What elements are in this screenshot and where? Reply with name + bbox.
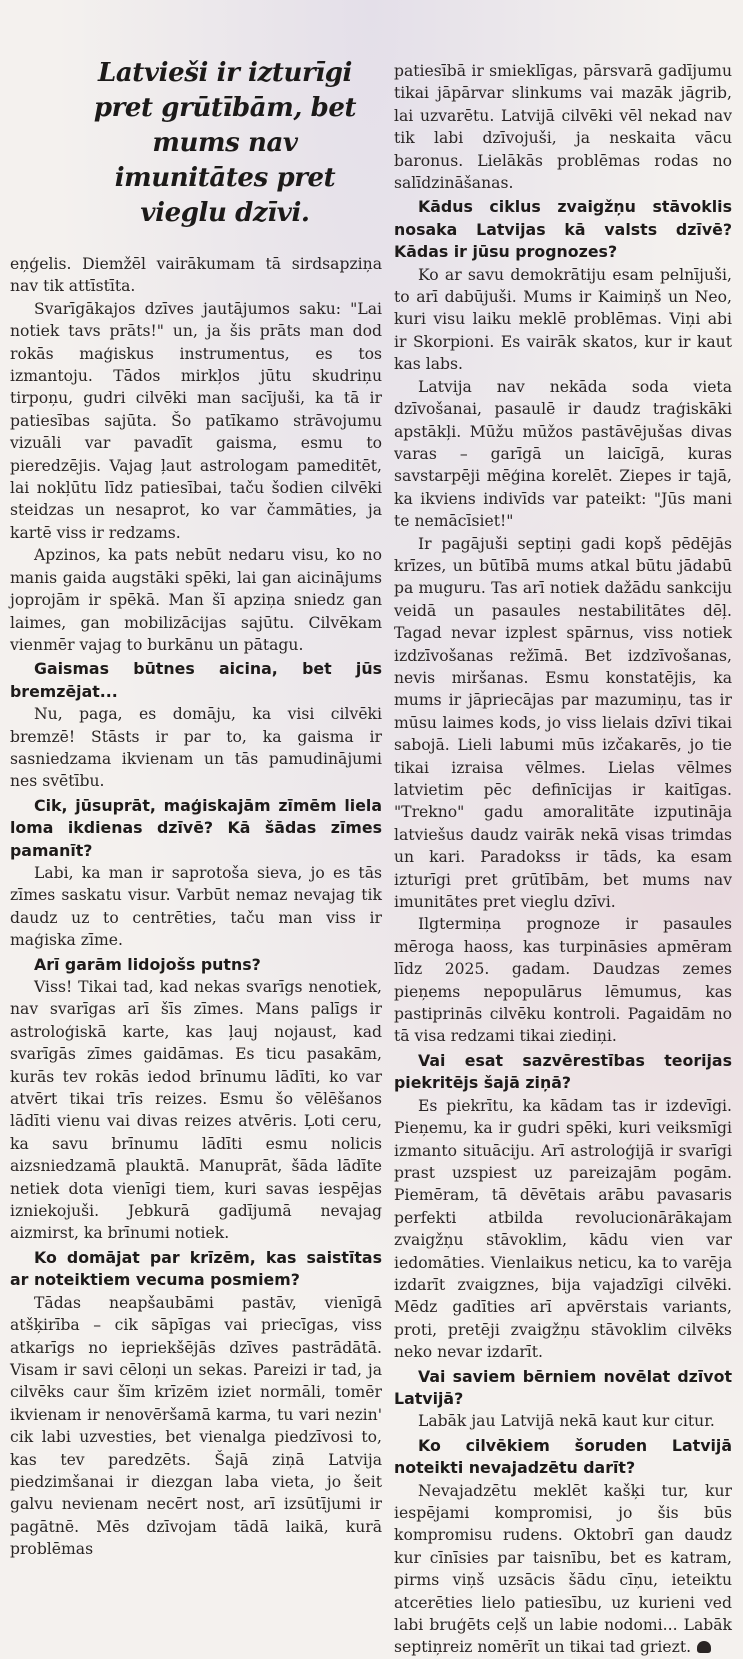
paragraph (394, 60, 732, 194)
question-text: Cik, jūsuprāt, maģiskajām zīmēm liela loma ikdienas dzīvē? Kā šādas zīmes pamanīt? (10, 795, 382, 860)
paragraph (394, 1095, 732, 1364)
right-column (394, 0, 732, 1659)
paragraph (10, 976, 382, 1245)
paragraph-text: Nevajadzētu meklēt kašķi tur, kur iespējami kompromisi, jo šis būs kompromisu rudens. Oktobrī gan daudz kur cīnīsies par taisnību, bet es katram, pirms viņš uzsācis šādu cīņu, ieteiktu atcerēties lielo patiesību, uz kurieni ved labi bruģēts ceļš un labie nodomi... Labāk septiņreiz nomērīt un tikai tad griezt. (394, 1481, 732, 1657)
paragraph-text: Ilgtermiņa prognoze ir pasaules mēroga haoss, kas turpināsies apmēram līdz 2025. gadam. Daudzas zemes pieņems nepopulārus lēmumus, kas pastiprinās cilvēku kontroli. Pagaidām no tā visa redzami tikai ziediņi. (394, 915, 732, 1046)
paragraph (394, 533, 732, 914)
paragraph-text: Nu, paga, es domāju, ka visi cilvēki bremzē! Stāsts ir par to, ka gaisma ir sasniedzama ikvienam un tās pamudinājumi nes svētību. (10, 705, 382, 791)
question-text: Arī garām lidojošs putns? (34, 954, 261, 974)
interview-question (10, 1247, 382, 1292)
paragraph-text: Tādas neapšaubāmi pastāv, vienīgā atšķirība – cik sāpīgas vai priecīgas, viss atkarīgs no iepriekšējās dzīves pastrādātā. Visam ir savi cēloņi un sekas. Pareizi ir tad, ja cilvēks caur šīm krīzēm iziet normāli, tomēr ikvienam ir nenovēršamā karma, tu vari nezin' cik labi uzvesties, bet vienalga piedzīvosi to, kas tev paredzēts. Šajā ziņā Latvija piedzimšanai ir diezgan laba vieta, jo šeit galvu nevienam necērt nost, arī izsūtījumi ir pagātnē. Mēs dzīvojam tādā laikā, kurā problēmas (10, 1293, 382, 1559)
paragraph (10, 253, 382, 298)
paragraph-text: Latvija nav nekāda soda vieta dzīvošanai, pasaulē ir daudz traģiskāki apstākļi. Mūžu mūžos pastāvējušas divas varas – garīgā un laicīgā, kuras savstarpēji mēģina korelēt. Ziepes ir tajā, ka ikviens indivīds var pateikt: "Jūs mani te nemācīsiet!" (394, 377, 732, 531)
paragraph-text: Ir pagājuši septiņi gadi kopš pēdējās krīzes, un būtībā mums atkal būtu jādabū pa muguru. Tas arī notiek dažādu sankciju veidā un pasaules nestabilitātes dēļ. Tagad nevar izplest spārnus, viss notiek izdzīvošanas režīmā. Bet izdzīvošanas, nevis miršanas. Esmu konstatējis, ka mums ir jāpriecājas par mazumiņu, tas ir mūsu laimes kods, jo viss lielais dzīvi tikai sabojā. Lieli labumi mūs izčakarēs, jo tie tikai izraisa vēlmes. Lielas vēlmes latvietim pēc definīcijas ir kaitīgas. "Trekno" gadu amoralitāte izputināja latviešus daudz vairāk nekā visas trimdas un kari. Paradokss ir tāds, ka esam izturīgi pret grūtībām, bet mums nav imunitātes pret vieglu dzīvi. (394, 534, 732, 912)
paragraph (394, 376, 732, 533)
paragraph-text: Es piekrītu, ka kādam tas ir izdevīgi. Pieņemu, ka ir gudri spēki, kuri veiksmīgi izmanto situāciju. Arī astroloģijā ir svarīgi prast uzspiest uz pareizajām pogām. Piemēram, tā dēvētais arābu pavasaris perfekti atbilda revolucionārākajam zvaigžņu stāvoklim, kādu vien var iedomāties. Vienlaikus neticu, ka to varēja izdarīt zvaigznes, bija vajadzīgi cilvēki. Mēdz gadīties arī apvērstais variants, proti, pretēji zvaigžņu stāvoklim cilvēks neko nevar izdarīt. (394, 1096, 732, 1362)
paragraph (394, 264, 732, 376)
left-column (10, 0, 382, 1561)
paragraph (10, 298, 382, 544)
paragraph (394, 1480, 732, 1659)
paragraph (394, 913, 732, 1047)
question-text: Gaismas būtnes aicina, bet jūs bremzējat... (10, 659, 382, 701)
interview-question (10, 658, 382, 703)
question-text: Ko domājat par krīzēm, kas saistītas ar noteiktiem vecuma posmiem? (10, 1247, 382, 1290)
interview-question (394, 1435, 732, 1480)
pull-quote: Latvieši ir izturīgi pret grūtībām, bet mums nav imunitātes pret vieglu dzīvi. (93, 58, 357, 228)
paragraph-text: Svarīgākajos dzīves jautājumos saku: "Lai notiek tavs prāts!" un, ja šis prāts man dod rokās maģiskus instrumentus, es tos izmantoju. Tādos mirkļos jūtu skudriņu tirpoņu, gudri cilvēki man sacījuši, ka tā ir patiesības sajūta. Šo patīkamo strāvojumu vizuāli var pavadīt gaisma, esmu to pieredzējis. Vajag ļaut astrologam pameditēt, lai nokļūtu līdz patiesībai, taču šodien cilvēki steidzas un nesaprot, ko var čammāties, ja kartē viss ir redzams. (10, 299, 382, 542)
interview-question (10, 954, 382, 976)
paragraph-text: Labi, ka man ir saprotoša sieva, jo es tās zīmes saskatu visur. Varbūt nemaz nevajag tik daudz uz to centrēties, taču man viss ir maģiska zīme. (10, 863, 382, 950)
left-article-text (10, 253, 382, 1561)
paragraph-text: eņģelis. Diemžēl vairākumam tā sirdsapziņa nav tik attīstīta. (10, 255, 382, 296)
question-text: Ko cilvēkiem šoruden Latvijā noteikti nevajadzētu darīt? (394, 1435, 732, 1478)
right-article-text (394, 60, 732, 1659)
paragraph-text: Ko ar savu demokrātiju esam pelnījuši, to arī dabūjuši. Mums ir Kaimiņš un Neo, kuri visu laiku meklē problēmas. Viņi abi ir Skorpioni. Es vairāk skatos, kur ir kaut kas labs. (394, 265, 732, 374)
paragraph (10, 544, 382, 656)
interview-question (394, 1366, 732, 1411)
paragraph-text: Labāk jau Latvijā nekā kaut kur citur. (418, 1412, 715, 1431)
paragraph (394, 1410, 732, 1432)
interview-question (10, 795, 382, 862)
paragraph (10, 1292, 382, 1561)
interview-question (394, 196, 732, 263)
paragraph (10, 703, 382, 793)
paragraph-text: patiesībā ir smieklīgas, pārsvarā gadījumu tikai jāpārvar slinkums vai mazāk jāgrib, lai uzvarētu. Latvijā cilvēki vēl nekad nav tik labi dzīvojuši, ja neskaita vācu baronus. Lielākās problēmas rodas no salīdzināšanas. (394, 62, 732, 193)
end-of-article-icon (697, 1641, 711, 1653)
paragraph-text: Apzinos, ka pats nebūt nedaru visu, ko no manis gaida augstāki spēki, lai gan aicinājums joprojām ir spēkā. Man šī apziņa sniedz gan laimes, gan mobilizācijas sajūtu. Cilvēkam vienmēr vajag to burkānu un pātagu. (10, 546, 382, 654)
interview-question (394, 1050, 732, 1095)
question-text: Vai saviem bērniem novēlat dzīvot Latvijā? (394, 1366, 732, 1408)
paragraph-text: Viss! Tikai tad, kad nekas svarīgs nenotiek, nav svarīgas arī šīs zīmes. Mans palīgs ir astroloģiskā karte, kas ļauj nojaust, kad svarīgās zīmes gaidāmas. Es ticu pasakām, kurās tev rokās iedod brīnumu lādīti, ko var atvērt tikai trīs reizes. Esmu šo vēlēšanos lādīti vienu vai divas reizes atvēris. Ļoti ceru, ka savu brīnumu lādīti esmu nolicis aizsniedzamā plauktā. Manuprāt, šāda lādīte netiek dota vienīgi tiem, kuri savas iespējas izniekojuši. Jebkurā gadījumā nevajag aizmirst, ka brīnumi notiek. (10, 978, 382, 1243)
question-text: Kādus ciklus zvaigžņu stāvoklis nosaka Latvijas kā valsts dzīvē? Kādas ir jūsu prognozes? (394, 197, 732, 262)
question-text: Vai esat sazvērestības teorijas piekritējs šajā ziņā? (394, 1050, 732, 1093)
paragraph (10, 862, 382, 952)
